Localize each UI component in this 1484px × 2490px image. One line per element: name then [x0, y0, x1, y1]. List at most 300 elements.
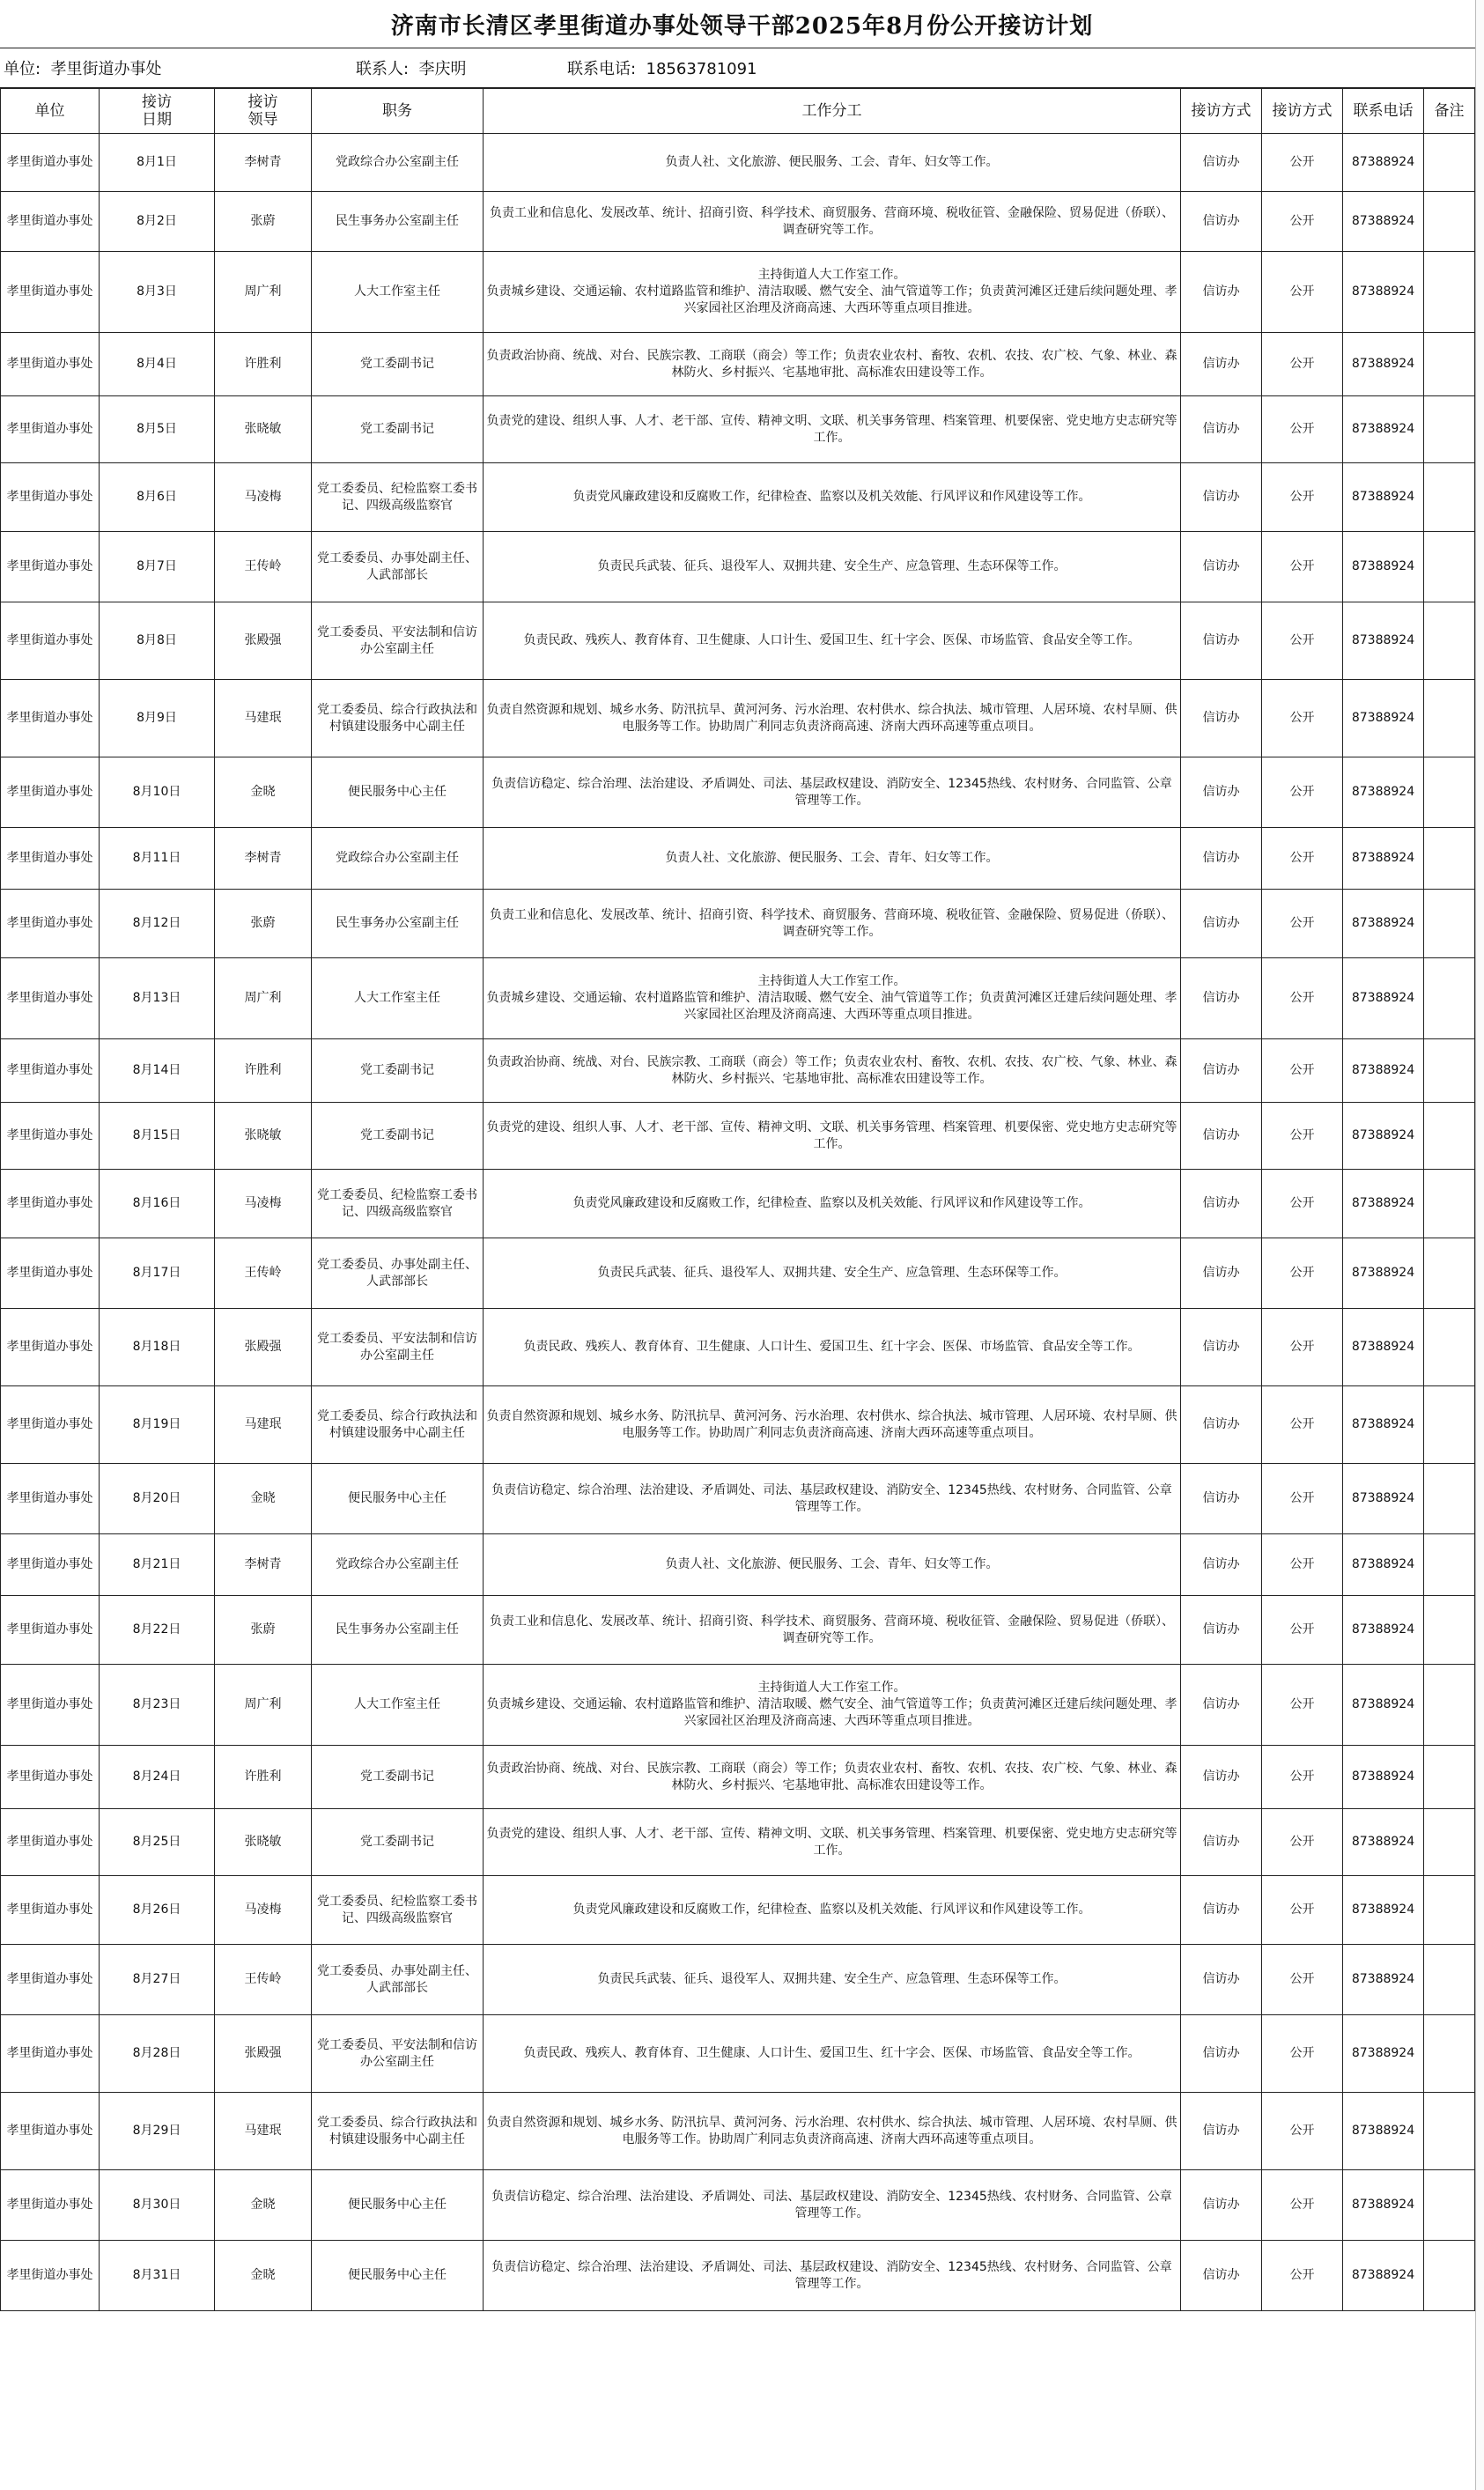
cell-place: 信访办 [1181, 1596, 1262, 1665]
cell-place: 信访办 [1181, 1534, 1262, 1596]
cell-work: 负责自然资源和规划、城乡水务、防汛抗旱、黄河河务、污水治理、农村供水、综合执法、城市管理、人居环境、农村旱厕、供电服务等工作。协助周广利同志负责济商高速、济南大西环高速等重点项目。 [484, 1386, 1181, 1464]
table-body [1, 134, 1475, 2311]
cell-duty: 党工委委员、综合行政执法和村镇建设服务中心副主任 [312, 680, 484, 757]
cell-leader: 金晓 [215, 2241, 312, 2311]
cell-note [1424, 463, 1475, 532]
cell-duty: 人大工作室主任 [312, 1665, 484, 1746]
cell-mode: 公开 [1262, 1309, 1343, 1386]
cell-leader: 张殿强 [215, 1309, 312, 1386]
table-row [1, 134, 1475, 192]
cell-mode: 公开 [1262, 828, 1343, 890]
cell-leader: 李树青 [215, 1534, 312, 1596]
cell-note [1424, 1309, 1475, 1386]
cell-note [1424, 1809, 1475, 1876]
cell-duty: 人大工作室主任 [312, 252, 484, 333]
cell-date: 8月11日 [100, 828, 215, 890]
cell-mode: 公开 [1262, 333, 1343, 396]
cell-work: 负责自然资源和规划、城乡水务、防汛抗旱、黄河河务、污水治理、农村供水、综合执法、城市管理、人居环境、农村旱厕、供电服务等工作。协助周广利同志负责济商高速、济南大西环高速等重点项目。 [484, 2093, 1181, 2170]
cell-work: 负责民兵武装、征兵、退役军人、双拥共建、安全生产、应急管理、生态环保等工作。 [484, 1238, 1181, 1309]
cell-unit: 孝里街道办事处 [1, 1039, 100, 1103]
cell-unit: 孝里街道办事处 [1, 2170, 100, 2241]
cell-leader: 马建珉 [215, 680, 312, 757]
cell-unit: 孝里街道办事处 [1, 1809, 100, 1876]
cell-unit: 孝里街道办事处 [1, 1464, 100, 1534]
cell-duty: 党政综合办公室副主任 [312, 134, 484, 192]
cell-date: 8月15日 [100, 1103, 215, 1170]
table-row [1, 1039, 1475, 1103]
cell-unit: 孝里街道办事处 [1, 1103, 100, 1170]
table-row [1, 2241, 1475, 2311]
cell-phone: 87388924 [1343, 2015, 1424, 2093]
cell-note [1424, 680, 1475, 757]
header-work: 工作分工 [484, 89, 1181, 134]
cell-leader: 金晓 [215, 757, 312, 828]
cell-leader: 马建珉 [215, 1386, 312, 1464]
table-row [1, 958, 1475, 1039]
phone-label: 联系电话: [567, 60, 637, 78]
cell-unit: 孝里街道办事处 [1, 890, 100, 958]
cell-work: 主持街道人大工作室工作。 负责城乡建设、交通运输、农村道路监管和维护、清洁取暖、燃气安全、油气管道等工作；负责黄河滩区迁建后续问题处理、孝兴家园社区治理及济商高速、大西环等重点项目推进。 [484, 252, 1181, 333]
table-row [1, 1665, 1475, 1746]
cell-note [1424, 1746, 1475, 1809]
cell-place: 信访办 [1181, 828, 1262, 890]
cell-place: 信访办 [1181, 1170, 1262, 1238]
cell-work: 负责民政、残疾人、教育体育、卫生健康、人口计生、爱国卫生、红十字会、医保、市场监管、食品安全等工作。 [484, 1309, 1181, 1386]
cell-phone: 87388924 [1343, 1596, 1424, 1665]
cell-place: 信访办 [1181, 2241, 1262, 2311]
cell-work: 负责工业和信息化、发展改革、统计、招商引资、科学技术、商贸服务、营商环境、税收征管、金融保险、贸易促进（侨联）、调查研究等工作。 [484, 890, 1181, 958]
cell-place: 信访办 [1181, 1103, 1262, 1170]
cell-place: 信访办 [1181, 890, 1262, 958]
cell-duty: 党工委副书记 [312, 1809, 484, 1876]
cell-note [1424, 1039, 1475, 1103]
cell-phone: 87388924 [1343, 1103, 1424, 1170]
cell-phone: 87388924 [1343, 1945, 1424, 2015]
cell-unit: 孝里街道办事处 [1, 1665, 100, 1746]
cell-place: 信访办 [1181, 396, 1262, 463]
cell-mode: 公开 [1262, 1534, 1343, 1596]
cell-unit: 孝里街道办事处 [1, 1876, 100, 1945]
cell-date: 8月18日 [100, 1309, 215, 1386]
cell-leader: 张晓敏 [215, 1809, 312, 1876]
cell-date: 8月1日 [100, 134, 215, 192]
cell-leader: 王传岭 [215, 1945, 312, 2015]
cell-unit: 孝里街道办事处 [1, 192, 100, 252]
info-row [0, 48, 1484, 88]
cell-date: 8月16日 [100, 1170, 215, 1238]
cell-work: 负责党风廉政建设和反腐败工作，纪律检查、监察以及机关效能、行风评议和作风建设等工作。 [484, 463, 1181, 532]
header-mode: 接访方式 [1262, 89, 1343, 134]
cell-leader: 王传岭 [215, 532, 312, 602]
cell-mode: 公开 [1262, 1596, 1343, 1665]
cell-leader: 张蔚 [215, 1596, 312, 1665]
page-title: 济南市长清区孝里街道办事处领导干部2025年8月份公开接访计划 [0, 0, 1484, 48]
header-date: 接访 日期 [100, 89, 215, 134]
phone-value: 18563781091 [646, 60, 757, 78]
cell-duty: 党工委副书记 [312, 1039, 484, 1103]
cell-mode: 公开 [1262, 463, 1343, 532]
cell-work: 负责信访稳定、综合治理、法治建设、矛盾调处、司法、基层政权建设、消防安全、12345热线、农村财务、合同监管、公章管理等工作。 [484, 1464, 1181, 1534]
cell-place: 信访办 [1181, 252, 1262, 333]
cell-note [1424, 252, 1475, 333]
unit-value: 孝里街道办事处 [50, 60, 162, 78]
cell-duty: 党工委委员、平安法制和信访办公室副主任 [312, 2015, 484, 2093]
cell-work: 负责党的建设、组织人事、人才、老干部、宣传、精神文明、文联、机关事务管理、档案管理、机要保密、党史地方史志研究等工作。 [484, 1809, 1181, 1876]
cell-duty: 党工委委员、办事处副主任、人武部部长 [312, 532, 484, 602]
table-row [1, 1238, 1475, 1309]
cell-place: 信访办 [1181, 2015, 1262, 2093]
cell-note [1424, 396, 1475, 463]
schedule-table [0, 88, 1475, 2311]
cell-unit: 孝里街道办事处 [1, 2241, 100, 2311]
cell-unit: 孝里街道办事处 [1, 828, 100, 890]
cell-phone: 87388924 [1343, 602, 1424, 680]
cell-phone: 87388924 [1343, 828, 1424, 890]
header-unit: 单位 [1, 89, 100, 134]
cell-note [1424, 890, 1475, 958]
cell-unit: 孝里街道办事处 [1, 1386, 100, 1464]
cell-mode: 公开 [1262, 1809, 1343, 1876]
cell-mode: 公开 [1262, 192, 1343, 252]
cell-place: 信访办 [1181, 1746, 1262, 1809]
cell-date: 8月28日 [100, 2015, 215, 2093]
cell-note [1424, 134, 1475, 192]
cell-duty: 党工委副书记 [312, 396, 484, 463]
cell-work: 负责民政、残疾人、教育体育、卫生健康、人口计生、爱国卫生、红十字会、医保、市场监管、食品安全等工作。 [484, 2015, 1181, 2093]
cell-place: 信访办 [1181, 1464, 1262, 1534]
cell-leader: 马建珉 [215, 2093, 312, 2170]
cell-work: 主持街道人大工作室工作。 负责城乡建设、交通运输、农村道路监管和维护、清洁取暖、燃气安全、油气管道等工作；负责黄河滩区迁建后续问题处理、孝兴家园社区治理及济商高速、大西环等重点项目推进。 [484, 958, 1181, 1039]
cell-work: 负责民政、残疾人、教育体育、卫生健康、人口计生、爱国卫生、红十字会、医保、市场监管、食品安全等工作。 [484, 602, 1181, 680]
cell-unit: 孝里街道办事处 [1, 757, 100, 828]
table-row [1, 828, 1475, 890]
cell-duty: 人大工作室主任 [312, 958, 484, 1039]
cell-unit: 孝里街道办事处 [1, 396, 100, 463]
cell-note [1424, 2015, 1475, 2093]
cell-note [1424, 1534, 1475, 1596]
cell-work: 负责人社、文化旅游、便民服务、工会、青年、妇女等工作。 [484, 1534, 1181, 1596]
cell-note [1424, 1103, 1475, 1170]
cell-leader: 张晓敏 [215, 1103, 312, 1170]
cell-mode: 公开 [1262, 1876, 1343, 1945]
cell-place: 信访办 [1181, 532, 1262, 602]
cell-work: 负责党的建设、组织人事、人才、老干部、宣传、精神文明、文联、机关事务管理、档案管理、机要保密、党史地方史志研究等工作。 [484, 396, 1181, 463]
cell-mode: 公开 [1262, 1170, 1343, 1238]
cell-mode: 公开 [1262, 2241, 1343, 2311]
contact-value: 李庆明 [418, 60, 467, 78]
cell-duty: 民生事务办公室副主任 [312, 192, 484, 252]
cell-unit: 孝里街道办事处 [1, 1945, 100, 2015]
cell-date: 8月23日 [100, 1665, 215, 1746]
cell-mode: 公开 [1262, 1746, 1343, 1809]
cell-note [1424, 192, 1475, 252]
cell-duty: 党工委委员、平安法制和信访办公室副主任 [312, 1309, 484, 1386]
cell-duty: 便民服务中心主任 [312, 757, 484, 828]
cell-mode: 公开 [1262, 1386, 1343, 1464]
cell-phone: 87388924 [1343, 1238, 1424, 1309]
cell-note [1424, 532, 1475, 602]
cell-date: 8月29日 [100, 2093, 215, 2170]
cell-place: 信访办 [1181, 333, 1262, 396]
cell-work: 负责自然资源和规划、城乡水务、防汛抗旱、黄河河务、污水治理、农村供水、综合执法、城市管理、人居环境、农村旱厕、供电服务等工作。协助周广利同志负责济商高速、济南大西环高速等重点项目。 [484, 680, 1181, 757]
cell-date: 8月9日 [100, 680, 215, 757]
cell-duty: 党工委副书记 [312, 1746, 484, 1809]
table-row [1, 1103, 1475, 1170]
cell-date: 8月31日 [100, 2241, 215, 2311]
cell-unit: 孝里街道办事处 [1, 134, 100, 192]
cell-unit: 孝里街道办事处 [1, 252, 100, 333]
cell-duty: 党工委委员、纪检监察工委书记、四级高级监察官 [312, 1170, 484, 1238]
cell-unit: 孝里街道办事处 [1, 1746, 100, 1809]
cell-duty: 党工委委员、平安法制和信访办公室副主任 [312, 602, 484, 680]
cell-leader: 王传岭 [215, 1238, 312, 1309]
cell-date: 8月4日 [100, 333, 215, 396]
cell-work: 主持街道人大工作室工作。 负责城乡建设、交通运输、农村道路监管和维护、清洁取暖、燃气安全、油气管道等工作；负责黄河滩区迁建后续问题处理、孝兴家园社区治理及济商高速、大西环等重点项目推进。 [484, 1665, 1181, 1746]
cell-place: 信访办 [1181, 2170, 1262, 2241]
cell-note [1424, 1665, 1475, 1746]
cell-work: 负责党风廉政建设和反腐败工作，纪律检查、监察以及机关效能、行风评议和作风建设等工作。 [484, 1876, 1181, 1945]
cell-duty: 党工委委员、综合行政执法和村镇建设服务中心副主任 [312, 2093, 484, 2170]
cell-phone: 87388924 [1343, 1039, 1424, 1103]
table-row [1, 602, 1475, 680]
cell-note [1424, 1464, 1475, 1534]
cell-leader: 周广利 [215, 958, 312, 1039]
header-place: 接访方式 [1181, 89, 1262, 134]
cell-place: 信访办 [1181, 1876, 1262, 1945]
cell-leader: 周广利 [215, 252, 312, 333]
cell-phone: 87388924 [1343, 958, 1424, 1039]
table-row [1, 757, 1475, 828]
table-row [1, 333, 1475, 396]
cell-date: 8月13日 [100, 958, 215, 1039]
cell-note [1424, 828, 1475, 890]
cell-leader: 许胜利 [215, 1746, 312, 1809]
cell-leader: 马凌梅 [215, 463, 312, 532]
cell-work: 负责人社、文化旅游、便民服务、工会、青年、妇女等工作。 [484, 134, 1181, 192]
table-row [1, 890, 1475, 958]
cell-work: 负责人社、文化旅游、便民服务、工会、青年、妇女等工作。 [484, 828, 1181, 890]
cell-duty: 党工委委员、纪检监察工委书记、四级高级监察官 [312, 463, 484, 532]
cell-note [1424, 757, 1475, 828]
table-row [1, 396, 1475, 463]
table-row [1, 532, 1475, 602]
cell-mode: 公开 [1262, 1945, 1343, 2015]
cell-unit: 孝里街道办事处 [1, 1596, 100, 1665]
table-row [1, 463, 1475, 532]
cell-duty: 民生事务办公室副主任 [312, 890, 484, 958]
cell-leader: 张殿强 [215, 602, 312, 680]
header-leader: 接访 领导 [215, 89, 312, 134]
table-row [1, 1809, 1475, 1876]
cell-date: 8月12日 [100, 890, 215, 958]
table-row [1, 1746, 1475, 1809]
table-header-row [1, 89, 1475, 134]
cell-unit: 孝里街道办事处 [1, 532, 100, 602]
contact-label: 联系人: [356, 60, 410, 78]
cell-mode: 公开 [1262, 680, 1343, 757]
cell-unit: 孝里街道办事处 [1, 1534, 100, 1596]
header-note: 备注 [1424, 89, 1475, 134]
cell-leader: 马凌梅 [215, 1876, 312, 1945]
phone-info [567, 56, 757, 79]
cell-date: 8月10日 [100, 757, 215, 828]
table-row [1, 2170, 1475, 2241]
cell-date: 8月3日 [100, 252, 215, 333]
cell-phone: 87388924 [1343, 1809, 1424, 1876]
cell-unit: 孝里街道办事处 [1, 1309, 100, 1386]
cell-leader: 金晓 [215, 2170, 312, 2241]
cell-mode: 公开 [1262, 252, 1343, 333]
cell-leader: 许胜利 [215, 1039, 312, 1103]
cell-phone: 87388924 [1343, 532, 1424, 602]
cell-phone: 87388924 [1343, 680, 1424, 757]
cell-unit: 孝里街道办事处 [1, 1238, 100, 1309]
scroll-edge [1475, 0, 1484, 2490]
cell-duty: 民生事务办公室副主任 [312, 1596, 484, 1665]
cell-unit: 孝里街道办事处 [1, 1170, 100, 1238]
table-row [1, 2093, 1475, 2170]
cell-mode: 公开 [1262, 958, 1343, 1039]
cell-work: 负责政治协商、统战、对台、民族宗教、工商联（商会）等工作；负责农业农村、畜牧、农机、农技、农广校、气象、林业、森林防火、乡村振兴、宅基地审批、高标准农田建设等工作。 [484, 1039, 1181, 1103]
cell-place: 信访办 [1181, 192, 1262, 252]
table-row [1, 1945, 1475, 2015]
cell-place: 信访办 [1181, 1665, 1262, 1746]
cell-duty: 党工委委员、办事处副主任、人武部部长 [312, 1945, 484, 2015]
cell-unit: 孝里街道办事处 [1, 602, 100, 680]
cell-duty: 党工委副书记 [312, 1103, 484, 1170]
cell-place: 信访办 [1181, 1945, 1262, 2015]
cell-unit: 孝里街道办事处 [1, 958, 100, 1039]
table-row [1, 1596, 1475, 1665]
cell-note [1424, 1386, 1475, 1464]
table-row [1, 1386, 1475, 1464]
cell-phone: 87388924 [1343, 1665, 1424, 1746]
cell-place: 信访办 [1181, 1386, 1262, 1464]
cell-leader: 李树青 [215, 134, 312, 192]
cell-phone: 87388924 [1343, 134, 1424, 192]
cell-date: 8月7日 [100, 532, 215, 602]
cell-phone: 87388924 [1343, 1876, 1424, 1945]
cell-date: 8月2日 [100, 192, 215, 252]
cell-date: 8月26日 [100, 1876, 215, 1945]
cell-duty: 党工委委员、综合行政执法和村镇建设服务中心副主任 [312, 1386, 484, 1464]
cell-work: 负责政治协商、统战、对台、民族宗教、工商联（商会）等工作；负责农业农村、畜牧、农机、农技、农广校、气象、林业、森林防火、乡村振兴、宅基地审批、高标准农田建设等工作。 [484, 333, 1181, 396]
cell-date: 8月22日 [100, 1596, 215, 1665]
cell-work: 负责民兵武装、征兵、退役军人、双拥共建、安全生产、应急管理、生态环保等工作。 [484, 532, 1181, 602]
table-row [1, 192, 1475, 252]
cell-note [1424, 2093, 1475, 2170]
table-row [1, 2015, 1475, 2093]
cell-date: 8月14日 [100, 1039, 215, 1103]
cell-phone: 87388924 [1343, 2170, 1424, 2241]
cell-unit: 孝里街道办事处 [1, 463, 100, 532]
cell-duty: 便民服务中心主任 [312, 2241, 484, 2311]
cell-note [1424, 2170, 1475, 2241]
cell-date: 8月20日 [100, 1464, 215, 1534]
cell-date: 8月30日 [100, 2170, 215, 2241]
cell-place: 信访办 [1181, 1039, 1262, 1103]
cell-phone: 87388924 [1343, 1746, 1424, 1809]
cell-duty: 党工委委员、纪检监察工委书记、四级高级监察官 [312, 1876, 484, 1945]
cell-work: 负责党风廉政建设和反腐败工作，纪律检查、监察以及机关效能、行风评议和作风建设等工作。 [484, 1170, 1181, 1238]
cell-mode: 公开 [1262, 134, 1343, 192]
cell-mode: 公开 [1262, 1464, 1343, 1534]
cell-leader: 李树青 [215, 828, 312, 890]
cell-phone: 87388924 [1343, 1170, 1424, 1238]
cell-phone: 87388924 [1343, 463, 1424, 532]
cell-phone: 87388924 [1343, 192, 1424, 252]
cell-work: 负责工业和信息化、发展改革、统计、招商引资、科学技术、商贸服务、营商环境、税收征管、金融保险、贸易促进（侨联）、调查研究等工作。 [484, 1596, 1181, 1665]
unit-info [4, 56, 356, 79]
table-row [1, 1876, 1475, 1945]
cell-leader: 许胜利 [215, 333, 312, 396]
cell-note [1424, 1170, 1475, 1238]
cell-leader: 马凌梅 [215, 1170, 312, 1238]
cell-place: 信访办 [1181, 134, 1262, 192]
cell-leader: 周广利 [215, 1665, 312, 1746]
cell-note [1424, 1596, 1475, 1665]
cell-work: 负责信访稳定、综合治理、法治建设、矛盾调处、司法、基层政权建设、消防安全、12345热线、农村财务、合同监管、公章管理等工作。 [484, 2170, 1181, 2241]
cell-phone: 87388924 [1343, 252, 1424, 333]
cell-mode: 公开 [1262, 2170, 1343, 2241]
cell-unit: 孝里街道办事处 [1, 333, 100, 396]
cell-mode: 公开 [1262, 1665, 1343, 1746]
cell-date: 8月24日 [100, 1746, 215, 1809]
cell-duty: 党工委副书记 [312, 333, 484, 396]
contact-info [356, 56, 567, 79]
header-duty: 职务 [312, 89, 484, 134]
cell-mode: 公开 [1262, 602, 1343, 680]
cell-phone: 87388924 [1343, 333, 1424, 396]
table-row [1, 1170, 1475, 1238]
cell-note [1424, 333, 1475, 396]
cell-place: 信访办 [1181, 463, 1262, 532]
cell-work: 负责工业和信息化、发展改革、统计、招商引资、科学技术、商贸服务、营商环境、税收征管、金融保险、贸易促进（侨联）、调查研究等工作。 [484, 192, 1181, 252]
cell-date: 8月8日 [100, 602, 215, 680]
cell-unit: 孝里街道办事处 [1, 680, 100, 757]
cell-leader: 金晓 [215, 1464, 312, 1534]
table-row [1, 1534, 1475, 1596]
cell-place: 信访办 [1181, 1309, 1262, 1386]
cell-phone: 87388924 [1343, 757, 1424, 828]
cell-leader: 张殿强 [215, 2015, 312, 2093]
table-row [1, 1309, 1475, 1386]
cell-mode: 公开 [1262, 532, 1343, 602]
cell-place: 信访办 [1181, 958, 1262, 1039]
cell-phone: 87388924 [1343, 396, 1424, 463]
header-phone: 联系电话 [1343, 89, 1424, 134]
cell-date: 8月17日 [100, 1238, 215, 1309]
cell-mode: 公开 [1262, 757, 1343, 828]
cell-work: 负责民兵武装、征兵、退役军人、双拥共建、安全生产、应急管理、生态环保等工作。 [484, 1945, 1181, 2015]
cell-work: 负责信访稳定、综合治理、法治建设、矛盾调处、司法、基层政权建设、消防安全、12345热线、农村财务、合同监管、公章管理等工作。 [484, 757, 1181, 828]
cell-place: 信访办 [1181, 1238, 1262, 1309]
cell-note [1424, 602, 1475, 680]
cell-phone: 87388924 [1343, 2093, 1424, 2170]
cell-place: 信访办 [1181, 602, 1262, 680]
cell-leader: 张晓敏 [215, 396, 312, 463]
cell-place: 信访办 [1181, 680, 1262, 757]
cell-work: 负责信访稳定、综合治理、法治建设、矛盾调处、司法、基层政权建设、消防安全、12345热线、农村财务、合同监管、公章管理等工作。 [484, 2241, 1181, 2311]
cell-mode: 公开 [1262, 2015, 1343, 2093]
cell-work: 负责政治协商、统战、对台、民族宗教、工商联（商会）等工作；负责农业农村、畜牧、农机、农技、农广校、气象、林业、森林防火、乡村振兴、宅基地审批、高标准农田建设等工作。 [484, 1746, 1181, 1809]
cell-place: 信访办 [1181, 757, 1262, 828]
cell-note [1424, 1876, 1475, 1945]
cell-duty: 便民服务中心主任 [312, 2170, 484, 2241]
cell-mode: 公开 [1262, 396, 1343, 463]
cell-mode: 公开 [1262, 890, 1343, 958]
cell-place: 信访办 [1181, 1809, 1262, 1876]
